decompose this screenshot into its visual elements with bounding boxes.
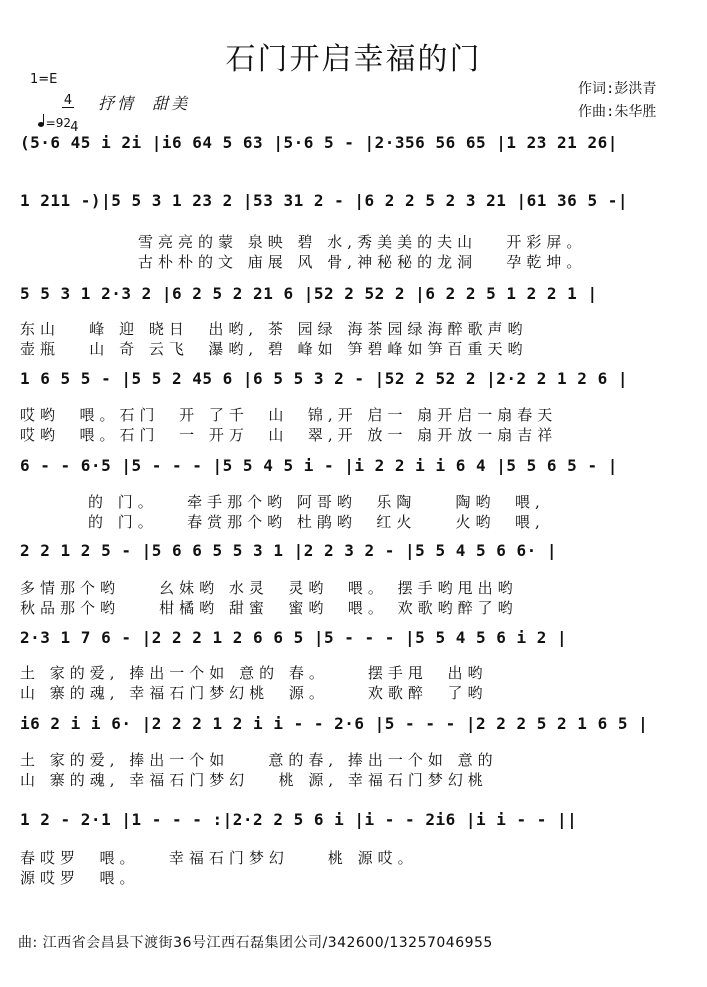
lyric-line-4a: 的 门。 牵手那个哟 阿哥哟 乐陶 陶哟 喂, [88, 493, 545, 511]
tempo-marking [30, 102, 71, 130]
lyricist-credit: 作词:彭洪青 [578, 81, 657, 97]
quarter-note-icon [38, 122, 44, 127]
tempo-value: =92 [45, 116, 71, 130]
lyric-line-8b: 源哎罗 喂。 [20, 869, 140, 887]
expression-marking: 抒情 甜美 [98, 94, 191, 113]
lyric-line-7b: 山 寨的魂, 幸福石门梦幻 桃 源, 幸福石门梦幻桃 [20, 771, 488, 789]
lyric-line-5b: 秋品那个哟 柑橘哟 甜蜜 蜜哟 喂。 欢歌哟醉了哟 [20, 599, 518, 617]
lyric-line-6b: 山 寨的魂, 幸福石门梦幻桃 源。 欢歌醉 了哟 [20, 684, 488, 702]
lyric-line-5a: 多情那个哟 幺妹哟 水灵 灵哟 喂。 摆手哟甩出哟 [20, 579, 518, 597]
notation-line-4: 1 6 5 5 - |5 5 2 45 6 |6 5 5 3 2 - |52 2 52 2 |2·2 2 1 2 6 | [20, 369, 628, 388]
publisher-footer: 曲: 江西省会昌县下渡街36号江西石磊集团公司/342600/13257046955 [18, 935, 493, 951]
lyric-line-4b: 的 门。 春赏那个哟 杜鹃哟 红火 火哟 喂, [88, 513, 545, 531]
notation-line-6: 2 2 1 2 5 - |5 6 6 5 5 3 1 |2 2 3 2 - |5 5 4 5 6 6· | [20, 541, 558, 560]
key-signature: 1=E [30, 72, 58, 87]
lyric-line-1b: 古朴朴的文 庙展 风 骨,神秘秘的龙洞 孕乾坤。 [138, 253, 587, 271]
notation-line-7: 2·3 1 7 6 - |2 2 2 1 2 6 6 5 |5 - - - |5 5 4 5 6 i 2 | [20, 628, 568, 647]
time-signature-top: 4 [63, 93, 73, 108]
lyric-line-8a: 春哎罗 喂。 幸福石门梦幻 桃 源哎。 [20, 849, 418, 867]
time-signature-bottom: 4 [70, 120, 79, 135]
lyric-line-6a: 土 家的爱, 捧出一个如 意的 春。 摆手甩 出哟 [20, 664, 488, 682]
notation-line-9: 1 2 - 2·1 |1 - - - :|2·2 2 5 6 i |i - - 2i6 |i i - - || [20, 810, 578, 829]
notation-line-2: 1 211 -)|5 5 3 1 23 2 |53 31 2 - |6 2 2 5 2 3 21 |61 36 5 -| [20, 191, 628, 210]
lyric-line-2b: 壶瓶 山 奇 云飞 瀑哟, 碧 峰如 笋碧峰如笋百重天哟 [20, 340, 528, 358]
lyric-line-3a: 哎哟 喂。石门 开 了千 山 锦,开 启一 扇开启一扇春天 [20, 406, 558, 424]
lyric-line-7a: 土 家的爱, 捧出一个如 意的春, 捧出一个如 意的 [20, 751, 498, 769]
lyric-line-1a: 雪亮亮的蒙 泉映 碧 水,秀美美的夫山 开彩屏。 [138, 233, 587, 251]
notation-line-8: i6 2 i i 6· |2 2 2 1 2 i i - - 2·6 |5 - - - |2 2 2 5 2 1 6 5 | [20, 714, 649, 733]
notation-line-1: (5·6 45 i 2i |i6 64 5 63 |5·6 5 - |2·356 56 65 |1 23 21 26| [20, 133, 618, 152]
lyric-line-2a: 东山 峰 迎 晓日 出哟, 茶 园绿 海茶园绿海醉歌声哟 [20, 320, 528, 338]
song-title: 石门开启幸福的门 [225, 42, 482, 77]
lyric-line-3b: 哎哟 喂。石门 一 开万 山 翠,开 放一 扇开放一扇吉祥 [20, 426, 558, 444]
notation-line-3: 5 5 3 1 2·3 2 |6 2 5 2 21 6 |52 2 52 2 |6 2 2 5 1 2 2 1 | [20, 284, 598, 303]
notation-line-5: 6 - - 6·5 |5 - - - |5 5 4 5 i - |i 2 2 i i 6 4 |5 5 6 5 - | [20, 456, 618, 475]
composer-credit: 作曲:朱华胜 [578, 104, 657, 120]
